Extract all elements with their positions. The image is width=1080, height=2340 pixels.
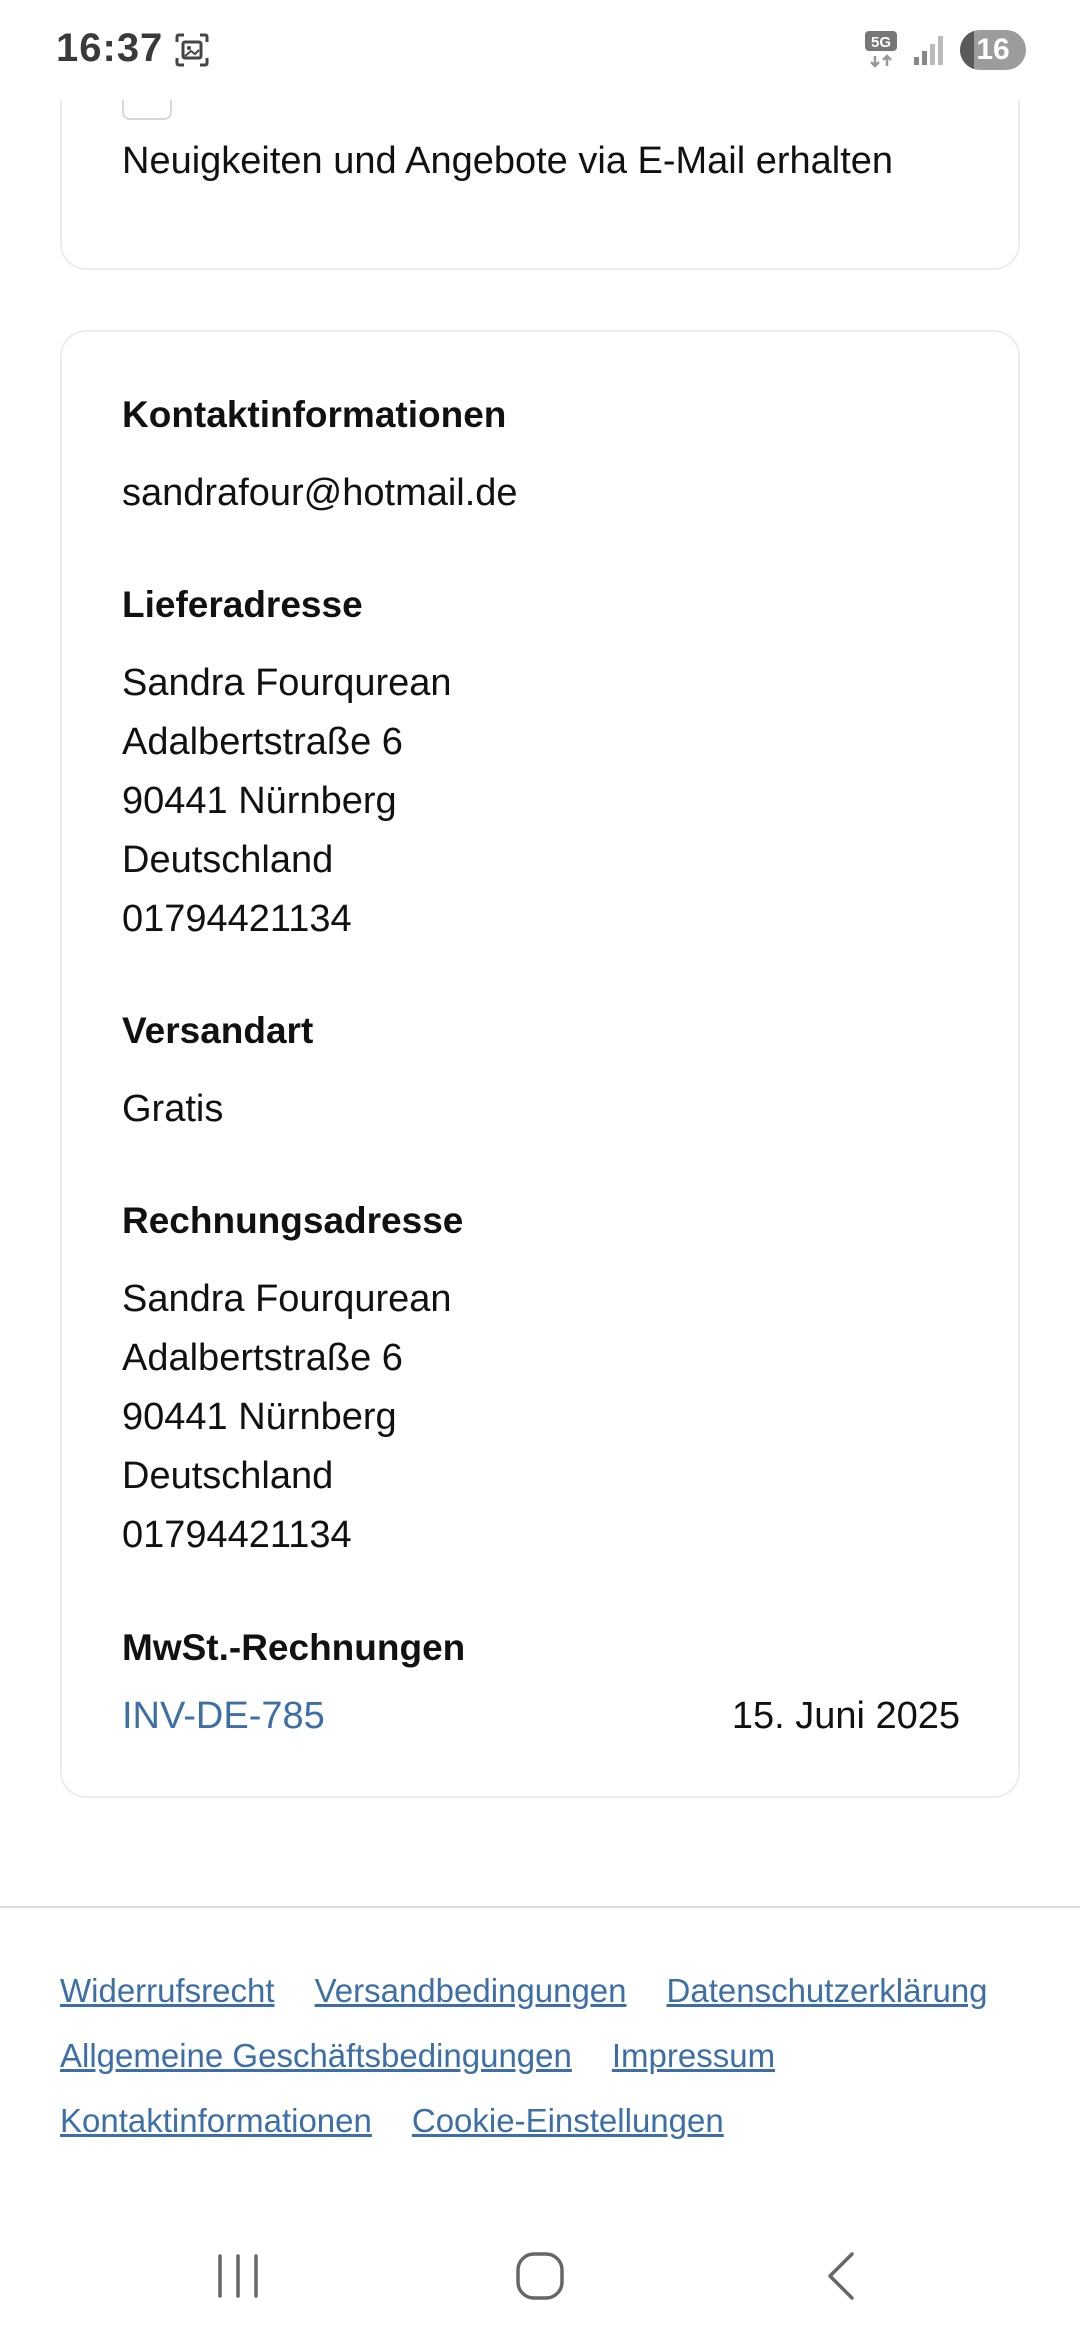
billing-address-heading: Rechnungsadresse	[122, 1200, 464, 1241]
shipping-address-line: Sandra Fourqurean	[122, 662, 452, 704]
footer-link-agb[interactable]: Allgemeine Geschäftsbedingungen	[60, 2037, 572, 2074]
footer-link-impressum[interactable]: Impressum	[611, 2037, 776, 2074]
contact-email: sandrafour@hotmail.de	[122, 472, 518, 514]
footer-link-datenschutz[interactable]: Datenschutzerklärung	[666, 1972, 988, 2009]
shipping-address-line: Adalbertstraße 6	[122, 721, 403, 763]
footer-links-row	[60, 2102, 724, 2140]
5g-icon	[864, 30, 898, 70]
screenshot-icon	[174, 32, 210, 68]
status-bar	[0, 0, 1080, 100]
invoice-date: 15. Juni 2025	[731, 1695, 960, 1737]
shipping-address-heading: Lieferadresse	[122, 584, 363, 625]
back-icon[interactable]	[812, 2246, 872, 2306]
footer-link-versandbedingungen[interactable]: Versandbedingungen	[314, 1972, 627, 2009]
invoices-heading: MwSt.-Rechnungen	[122, 1627, 466, 1668]
contact-heading: Kontaktinformationen	[122, 394, 507, 435]
billing-address-line: Sandra Fourqurean	[122, 1278, 452, 1320]
network-type-label: 5G	[870, 34, 892, 51]
footer-links-row	[60, 1972, 988, 2010]
footer-link-widerrufsrecht[interactable]: Widerrufsrecht	[60, 1972, 275, 2009]
shipping-address-line: 90441 Nürnberg	[122, 780, 397, 822]
footer-link-kontaktinformationen[interactable]: Kontaktinformationen	[60, 2102, 372, 2139]
billing-address-line: 90441 Nürnberg	[122, 1396, 397, 1438]
battery-icon	[960, 30, 1026, 70]
billing-address-line: Adalbertstraße 6	[122, 1337, 403, 1379]
order-details-card	[60, 330, 1020, 1798]
footer-links-row	[60, 2037, 775, 2075]
shipping-address-line: Deutschland	[122, 839, 334, 881]
shipping-address-line: 01794421134	[122, 898, 352, 940]
footer-link-cookie-einstellungen[interactable]: Cookie-Einstellungen	[411, 2102, 724, 2139]
billing-address-line: Deutschland	[122, 1455, 334, 1497]
home-icon[interactable]	[510, 2246, 570, 2306]
shipping-method-heading: Versandart	[122, 1010, 314, 1051]
status-time: 16:37	[56, 26, 164, 70]
signal-icon	[912, 33, 946, 67]
system-navigation-bar	[0, 2220, 1080, 2340]
newsletter-label: Neuigkeiten und Angebote via E-Mail erhalten	[122, 140, 894, 182]
battery-level: 16	[976, 33, 1010, 66]
recent-apps-icon[interactable]	[208, 2246, 268, 2306]
shipping-method-value: Gratis	[122, 1088, 224, 1130]
footer-divider	[0, 1906, 1080, 1908]
billing-address-line: 01794421134	[122, 1514, 352, 1556]
invoice-link[interactable]: INV-DE-785	[122, 1695, 325, 1737]
